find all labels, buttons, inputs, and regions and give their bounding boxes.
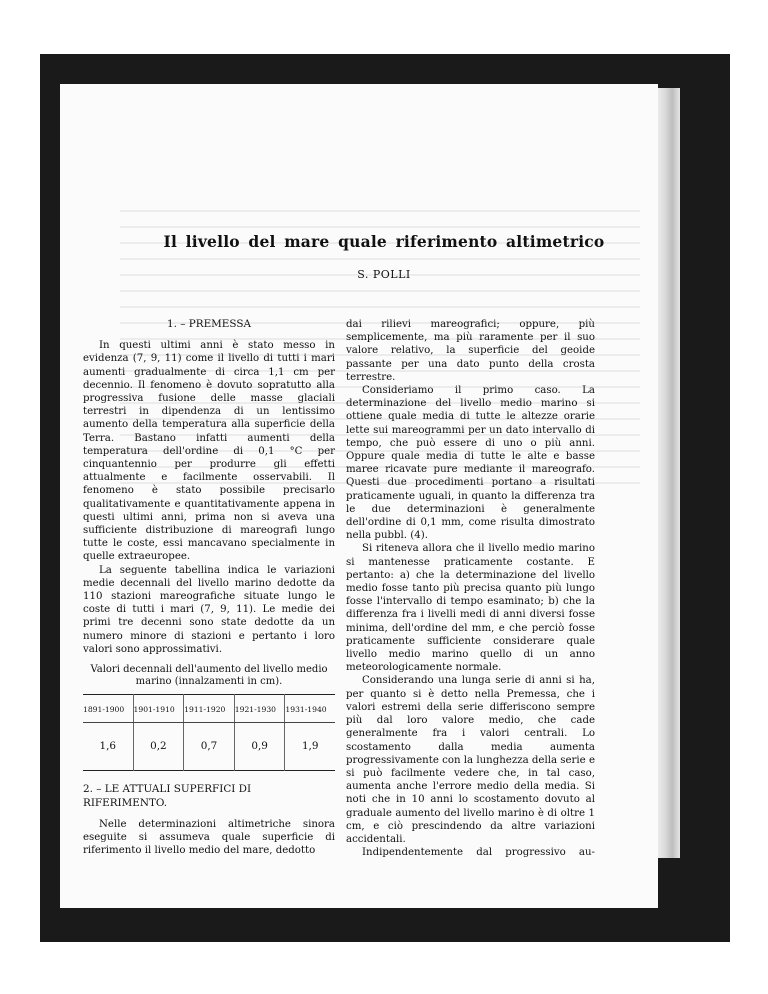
table-cell: 0,7 [184, 723, 235, 771]
decade-table [83, 694, 335, 771]
article-author: S. POLLI [357, 268, 411, 281]
article-title: Il livello del mare quale riferimento altimetrico [163, 232, 605, 251]
paragraph: Nelle determinazioni altimetriche sinora eseguite si assumeva quale superficie di riferimento il livello medio del mare, dedotto [83, 818, 335, 857]
table-header: 1891-1900 [83, 695, 133, 723]
left-column [83, 318, 335, 858]
table-cell: 1,9 [285, 723, 335, 771]
table-cell: 0,9 [234, 723, 285, 771]
paragraph: Indipendentemente dal progressivo au- [362, 847, 595, 859]
paragraph: Consideriamo il primo caso. La determinazione del livello medio marino si ottiene quale media di tutte le altezze orarie lette sui mareogrammi per un dato intervallo di tempo, che può essere di uno o più anni. Oppure quale media di tutte le alte e basse maree ricavate pure mediante il mareografo. Questi due procedimenti portano a risultati praticamente uguali, in quanto la differenza tra le due determinazioni è generalmente dell'ordine di 0,1 mm, come risulta dimostrato nella pubbl. (4). [346, 385, 595, 542]
paragraph: La seguente tabellina indica le variazioni medie decennali del livello marino dedotte da 110 stazioni mareografiche situate lungo le coste di tutti i mari (7, 9, 11). Le medie dei primi tre decenni sono state dedotte da un numero minore di stazioni e pertanto i loro valori sono approssimativi. [83, 564, 335, 655]
table-header-row [83, 695, 335, 723]
paragraph: dai rilievi mareografici; oppure, più semplicemente, ma più raramente per il suo valore relativo, la superficie del geoide passante per una dato punto della crosta terrestre. [346, 319, 595, 383]
paragraph: In questi ultimi anni è stato messo in evidenza (7, 9, 11) come il livello di tutti i mari aumenti gradualmente di circa 1,1 cm per decennio. Il fenomeno è dovuto sopratutto alla progressiva fusione delle masse glaciali terrestri in dipendenza di un lentissimo aumento della temperatura alla superficie della Terra. Bastano infatti aumenti della temperatura dell'ordine di 0,1 °C per cinquantennio per produrre gli effetti attualmente e facilmente osservabili. Il fenomeno è stato possibile precisarlo qualitativamente e quantitativamente appena in questi ultimi anni, prima non si aveva una sufficiente distribuzione di mareografi lungo tutte le coste, essi mancavano specialmente in quelle extraeuropee. [83, 340, 335, 563]
section-1-heading: 1. – PREMESSA [167, 318, 251, 330]
table-cell: 0,2 [133, 723, 184, 771]
paragraph: Considerando una lunga serie di anni si ha, per quanto si è detto nella Premessa, che i valori estremi della serie differiscono sempre più dal loro valore medio, che cade generalmente fra i valori centrali. Lo scostamento dalla media aumenta progressivamente con la lunghezza della serie e si può facilmente vedere che, in tal caso, aumenta anche l'errore medio della media. Si noti che in 10 anni lo scostamento dovuto al graduale aumento del livello marino è di oltre 1 cm, e ciò prescindendo da altre variazioni accidentali. [346, 675, 595, 845]
table-header: 1921-1930 [234, 695, 285, 723]
section-2-heading: 2. – LE ATTUALI SUPERFICI DI RIFERIMENTO. [83, 783, 252, 809]
table-cell: 1,6 [99, 740, 117, 753]
table-caption: Valori decennali dell'aumento del livello medio marino (innalzamenti in cm). [90, 664, 328, 688]
table-row [83, 723, 335, 771]
table-header: 1931-1940 [285, 695, 335, 723]
paragraph: Si riteneva allora che il livello medio marino si mantenesse praticamente costante. E pertanto: a) che la determinazione del livello medio fosse tanto più precisa quanto più lungo fosse l'intervallo di tempo esaminato; b) che la differenza fra i livelli medi di anni diversi fosse minima, dell'ordine del mm, e che perciò fosse praticamente sufficiente considerare quale livello medio marino quello di un anno meteorologicamente normale. [346, 543, 595, 674]
table-header: 1901-1910 [133, 695, 184, 723]
table-header: 1911-1920 [184, 695, 235, 723]
right-column [346, 318, 595, 859]
